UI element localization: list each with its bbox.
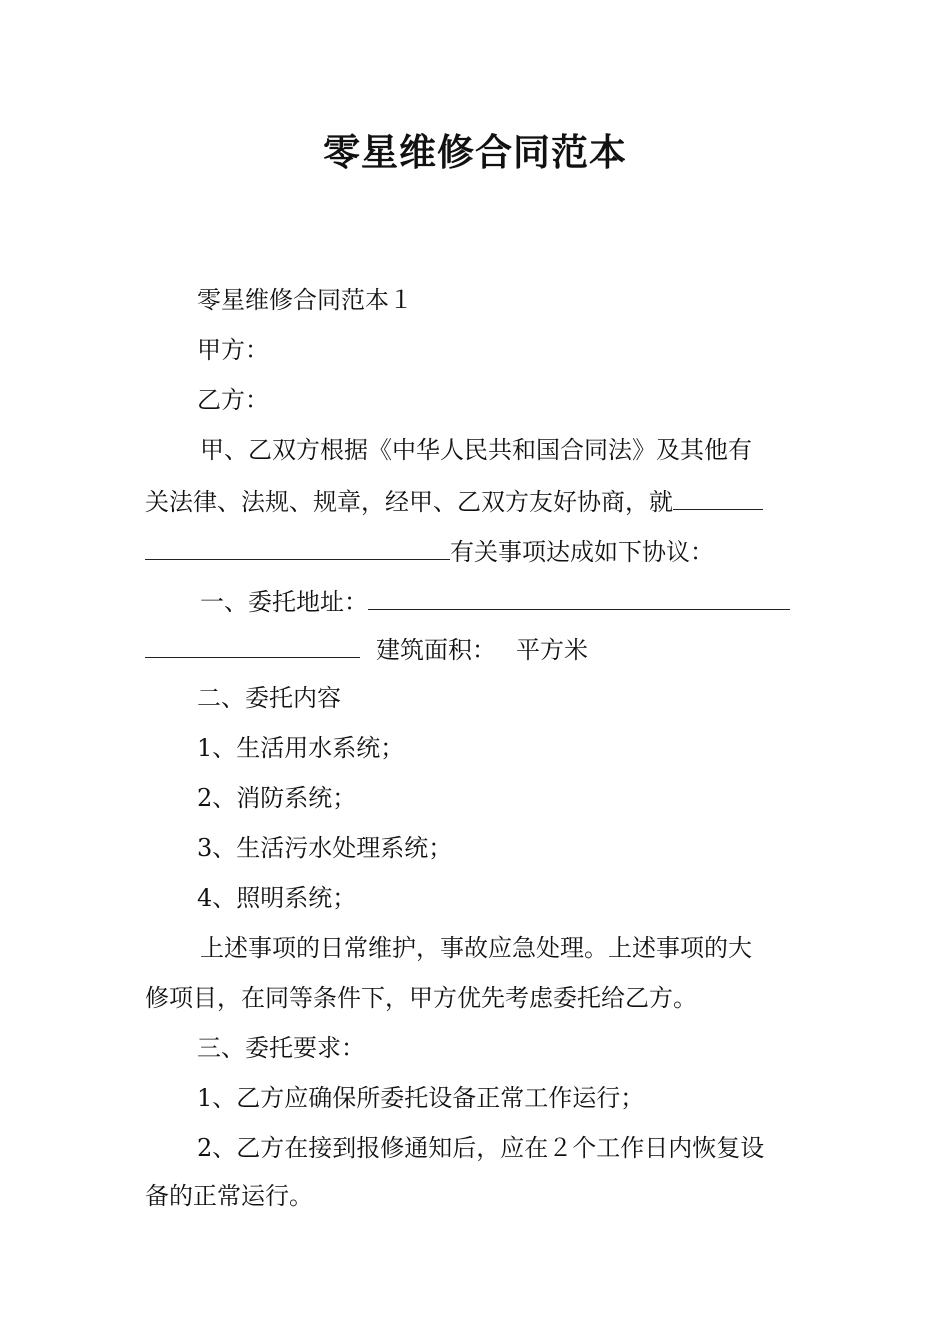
section-2-heading: 二、委托内容 <box>197 684 341 712</box>
paragraph-line-1: 上述事项的日常维护，事故应急处理。上述事项的大 <box>200 934 752 962</box>
area-line <box>145 633 588 665</box>
intro-line-2-text: 关法律、法规、规章，经甲、乙双方友好协商，就 <box>145 488 673 516</box>
content-item-2: 2、消防系统； <box>197 784 357 812</box>
party-a-label: 甲方： <box>197 336 269 364</box>
intro-line-3 <box>145 535 714 567</box>
content-item-1: 1、生活用水系统； <box>197 734 405 762</box>
document-title: 零星维修合同范本 <box>323 131 627 174</box>
blank-underline <box>145 535 450 560</box>
party-b-label: 乙方： <box>197 386 269 414</box>
address-label: 一、委托地址： <box>200 588 368 616</box>
section-heading: 零星维修合同范本１ <box>197 286 413 314</box>
intro-line-1: 甲、乙双方根据《中华人民共和国合同法》及其他有 <box>200 436 752 464</box>
area-label: 建筑面积： <box>376 636 496 664</box>
blank-underline <box>673 485 763 510</box>
section-3-heading: 三、委托要求： <box>197 1034 365 1062</box>
intro-line-3-text: 有关事项达成如下协议： <box>450 538 714 566</box>
paragraph-line-2: 修项目，在同等条件下，甲方优先考虑委托给乙方。 <box>145 984 697 1012</box>
area-unit: 平方米 <box>516 636 588 664</box>
address-line <box>200 585 790 617</box>
intro-line-2 <box>145 485 763 517</box>
requirement-2-line-2: 备的正常运行。 <box>145 1182 313 1210</box>
address-blank-underline <box>145 633 360 658</box>
requirement-2-line-1: 2、乙方在接到报修通知后，应在２个工作日内恢复设 <box>197 1134 765 1162</box>
requirement-1: 1、乙方应确保所委托设备正常工作运行； <box>197 1084 645 1112</box>
address-blank-underline <box>368 585 790 610</box>
content-item-3: 3、生活污水处理系统； <box>197 834 453 862</box>
content-item-4: 4、照明系统； <box>197 884 357 912</box>
